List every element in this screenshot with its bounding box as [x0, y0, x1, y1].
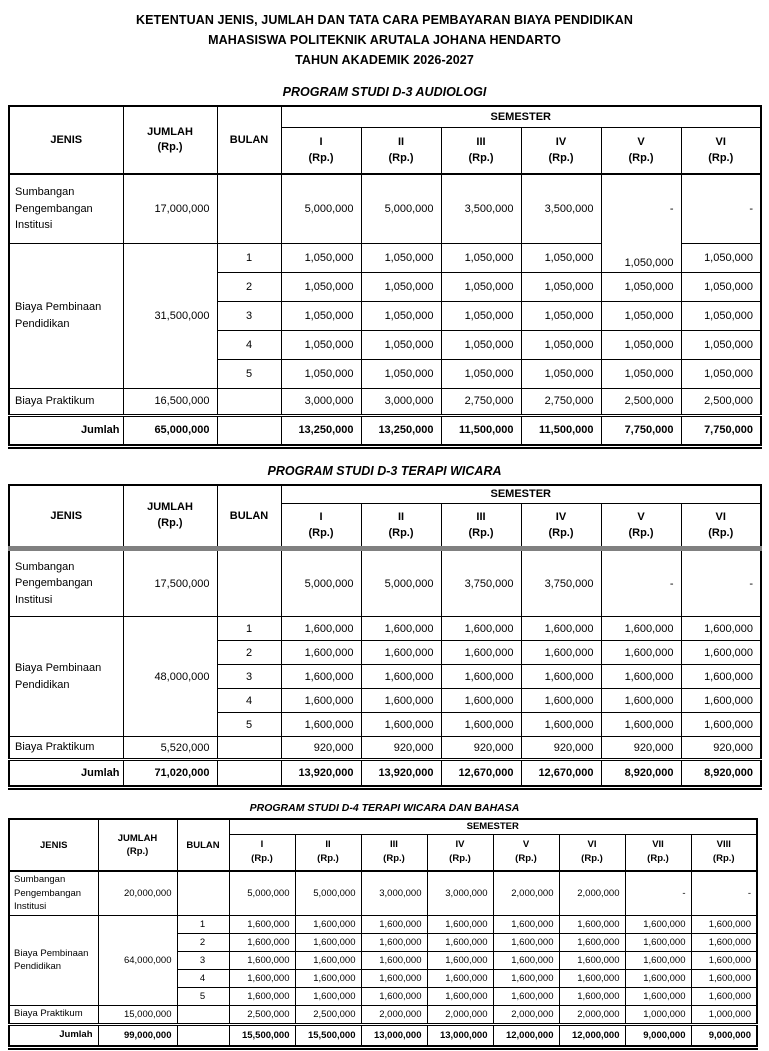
fee-cell: 1,600,000	[427, 915, 493, 933]
document-title-line1: KETENTUAN JENIS, JUMLAH DAN TATA CARA PEMBAYARAN BIAYA PENDIDIKAN	[135, 13, 634, 27]
total-fee-cell: 15,500,000	[229, 1024, 295, 1047]
fee-cell: 2,750,000	[441, 388, 521, 415]
fee-cell: 5,000,000	[229, 871, 295, 915]
fee-cell: 1,050,000	[681, 243, 761, 272]
fee-cell: 1,050,000	[361, 301, 441, 330]
fee-cell: 5,000,000	[295, 871, 361, 915]
jenis-cell: Biaya Pembinaan Pendidikan	[9, 617, 123, 737]
jenis-header: JENIS	[9, 106, 123, 174]
total-jumlah-cell: 99,000,000	[98, 1024, 177, 1047]
fee-cell: 1,600,000	[229, 933, 295, 951]
fee-cell: -	[601, 174, 681, 243]
total-fee-cell: 13,920,000	[281, 760, 361, 788]
fee-cell: 1,600,000	[681, 689, 761, 713]
fee-cell: 1,600,000	[601, 689, 681, 713]
semester-col-header	[625, 834, 691, 871]
fee-cell: 1,600,000	[295, 915, 361, 933]
fee-cell: 1,600,000	[441, 641, 521, 665]
fee-cell: 1,600,000	[559, 969, 625, 987]
bulan-header: BULAN	[177, 819, 229, 871]
fee-cell: 1,600,000	[427, 969, 493, 987]
semester-numeral: VI	[587, 839, 597, 850]
semester-numeral: IV	[555, 135, 567, 148]
bulan-cell-empty	[217, 415, 281, 446]
fee-cell: 1,050,000	[281, 359, 361, 388]
fee-cell: 1,050,000	[601, 301, 681, 330]
bulan-cell-empty	[217, 174, 281, 243]
jumlah-cell: 17,000,000	[123, 174, 217, 243]
fee-cell: 1,050,000	[681, 330, 761, 359]
semester-rp: (Rp.)	[449, 853, 471, 865]
fee-cell: 1,050,000	[281, 272, 361, 301]
fee-cell: 1,600,000	[625, 987, 691, 1005]
semester-numeral: V	[637, 135, 645, 148]
bulan-cell: 2	[177, 933, 229, 951]
semester-numeral: I	[319, 135, 323, 148]
total-fee-cell: 13,920,000	[361, 760, 441, 788]
total-fee-cell: 9,000,000	[625, 1024, 691, 1047]
bulan-cell-empty	[217, 388, 281, 415]
fee-cell: 1,600,000	[229, 915, 295, 933]
semester-col-header	[601, 504, 681, 549]
fee-cell: 1,600,000	[681, 617, 761, 641]
semester-rp: (Rp.)	[468, 152, 494, 165]
bulan-header: BULAN	[217, 485, 281, 549]
semester-col-header	[441, 127, 521, 174]
fee-cell: 1,050,000	[441, 330, 521, 359]
fee-cell: 920,000	[441, 737, 521, 760]
bulan-header: BULAN	[217, 106, 281, 174]
jenis-cell: Biaya Pembinaan Pendidikan	[9, 243, 123, 388]
bulan-cell: 2	[217, 272, 281, 301]
semester-col-header	[493, 834, 559, 871]
fee-cell: 920,000	[361, 737, 441, 760]
jumlah-header-text: JUMLAH	[147, 125, 193, 138]
total-fee-cell: 12,670,000	[521, 760, 601, 788]
semester-rp: (Rp.)	[548, 152, 574, 165]
bulan-cell-empty	[217, 737, 281, 760]
fee-cell: 1,600,000	[521, 617, 601, 641]
fee-cell: 1,600,000	[625, 933, 691, 951]
semester-col-header	[295, 834, 361, 871]
jumlah-cell: 64,000,000	[98, 915, 177, 1005]
fee-cell: 5,000,000	[361, 174, 441, 243]
total-fee-cell: 9,000,000	[691, 1024, 757, 1047]
total-fee-cell: 12,000,000	[559, 1024, 625, 1047]
fee-cell: 1,000,000	[625, 1005, 691, 1024]
fee-cell: 1,600,000	[521, 713, 601, 737]
bulan-cell: 3	[217, 301, 281, 330]
fee-cell: 920,000	[521, 737, 601, 760]
semester-numeral: VI	[715, 510, 726, 523]
fee-cell: 920,000	[601, 737, 681, 760]
bulan-cell-empty	[217, 760, 281, 788]
fee-cell: 2,750,000	[521, 388, 601, 415]
fee-cell: 1,050,000	[361, 272, 441, 301]
jumlah-cell: 5,520,000	[123, 737, 217, 760]
semester-rp: (Rp.)	[251, 853, 273, 865]
fee-cell: 1,600,000	[427, 987, 493, 1005]
fee-cell: 1,600,000	[229, 987, 295, 1005]
total-label-cell: Jumlah	[9, 760, 123, 788]
bulan-cell-empty	[217, 549, 281, 617]
fee-table-d3-audiologi	[8, 105, 762, 449]
fee-cell: 1,600,000	[691, 951, 757, 969]
semester-col-header	[361, 834, 427, 871]
bulan-cell: 1	[217, 243, 281, 272]
fee-cell: 1,600,000	[361, 933, 427, 951]
fee-cell: 1,050,000	[601, 330, 681, 359]
fee-cell: 1,050,000	[441, 243, 521, 272]
fee-cell: 2,000,000	[493, 871, 559, 915]
fee-cell: 3,000,000	[361, 871, 427, 915]
semester-numeral: I	[260, 839, 264, 850]
semester-col-header	[427, 834, 493, 871]
bulan-cell: 2	[217, 641, 281, 665]
fee-table-d3-terapi-wicara	[8, 484, 762, 791]
fee-cell: 1,600,000	[361, 915, 427, 933]
total-fee-cell: 13,250,000	[361, 415, 441, 446]
fee-cell: 1,600,000	[229, 951, 295, 969]
jumlah-cell: 15,000,000	[98, 1005, 177, 1024]
fee-cell: 1,600,000	[427, 933, 493, 951]
fee-cell: 1,600,000	[493, 951, 559, 969]
semester-rp: (Rp.)	[515, 853, 537, 865]
jumlah-header-rp: (Rp.)	[126, 846, 149, 857]
bulan-cell: 5	[177, 987, 229, 1005]
fee-cell: 2,500,000	[681, 388, 761, 415]
fee-cell: 1,600,000	[281, 641, 361, 665]
semester-numeral: III	[390, 839, 398, 850]
jumlah-cell: 31,500,000	[123, 243, 217, 388]
fee-cell: 1,600,000	[281, 713, 361, 737]
semester-col-header	[521, 127, 601, 174]
fee-cell: 1,600,000	[281, 689, 361, 713]
fee-cell: 1,600,000	[427, 951, 493, 969]
jenis-header: JENIS	[9, 819, 98, 871]
semester-col-header	[281, 504, 361, 549]
semester-numeral: II	[397, 135, 405, 148]
jumlah-header	[98, 819, 177, 871]
semester-col-header	[559, 834, 625, 871]
fee-cell: 1,050,000	[601, 272, 681, 301]
semester-header: SEMESTER	[281, 106, 761, 127]
fee-cell: -	[691, 871, 757, 915]
fee-cell: 2,000,000	[361, 1005, 427, 1024]
bulan-cell: 1	[217, 617, 281, 641]
semester-rp: (Rp.)	[628, 527, 654, 539]
total-fee-cell: 7,750,000	[681, 415, 761, 446]
semester-rp: (Rp.)	[388, 152, 414, 165]
jenis-cell: Sumbangan Pengembangan Institusi	[9, 549, 123, 617]
fee-cell: 1,600,000	[361, 689, 441, 713]
fee-cell: 1,600,000	[521, 641, 601, 665]
bulan-cell: 1	[177, 915, 229, 933]
jenis-cell: Biaya Praktikum	[9, 388, 123, 415]
table1-title: PROGRAM STUDI D-3 AUDIOLOGI	[282, 85, 487, 99]
total-fee-cell: 12,000,000	[493, 1024, 559, 1047]
total-fee-cell: 11,500,000	[521, 415, 601, 446]
fee-cell: 1,600,000	[361, 987, 427, 1005]
fee-cell: 1,050,000	[361, 243, 441, 272]
fee-cell: 1,600,000	[361, 617, 441, 641]
table2-title: PROGRAM STUDI D-3 TERAPI WICARA	[267, 463, 502, 478]
fee-cell: -	[601, 549, 681, 617]
fee-cell: 1,600,000	[601, 641, 681, 665]
fee-cell: 1,600,000	[361, 713, 441, 737]
semester-col-header	[229, 834, 295, 871]
total-fee-cell: 13,250,000	[281, 415, 361, 446]
total-fee-cell: 13,000,000	[427, 1024, 493, 1047]
fee-cell: 5,000,000	[281, 549, 361, 617]
jumlah-header	[123, 106, 217, 174]
fee-cell: 1,600,000	[493, 987, 559, 1005]
semester-numeral: III	[476, 510, 486, 523]
fee-cell: 1,600,000	[441, 713, 521, 737]
fee-cell: 1,050,000	[521, 301, 601, 330]
fee-cell: 1,600,000	[493, 933, 559, 951]
fee-cell: 1,600,000	[559, 915, 625, 933]
total-fee-cell: 11,500,000	[441, 415, 521, 446]
fee-cell: 1,600,000	[625, 951, 691, 969]
jumlah-header-rp: (Rp.)	[157, 141, 183, 153]
semester-rp: (Rp.)	[317, 853, 339, 865]
fee-cell: 2,000,000	[559, 871, 625, 915]
fee-cell: 1,600,000	[361, 641, 441, 665]
jumlah-cell: 16,500,000	[123, 388, 217, 415]
fee-cell: 3,500,000	[441, 174, 521, 243]
fee-cell: 1,600,000	[493, 969, 559, 987]
total-fee-cell: 7,750,000	[601, 415, 681, 446]
jenis-cell: Biaya Pembinaan Pendidikan	[9, 915, 98, 1005]
fee-cell: 1,050,000	[281, 330, 361, 359]
semester-col-header	[691, 834, 757, 871]
jenis-header: JENIS	[9, 485, 123, 549]
total-jumlah-cell: 71,020,000	[123, 760, 217, 788]
fee-cell: 2,000,000	[427, 1005, 493, 1024]
semester-rp: (Rp.)	[712, 853, 735, 865]
semester-numeral: VI	[715, 135, 726, 148]
fee-table-d4-terapi-wicara-dan-bahasa	[8, 818, 758, 1050]
bulan-cell-empty	[177, 1005, 229, 1024]
fee-cell: 1,050,000	[281, 243, 361, 272]
fee-cell: 1,600,000	[281, 617, 361, 641]
total-fee-cell: 8,920,000	[681, 760, 761, 788]
total-fee-cell: 12,670,000	[441, 760, 521, 788]
semester-numeral: VIII	[716, 839, 731, 850]
fee-cell: 2,000,000	[493, 1005, 559, 1024]
fee-cell: 1,600,000	[295, 987, 361, 1005]
semester-numeral: I	[319, 510, 323, 523]
jumlah-cell: 48,000,000	[123, 617, 217, 737]
semester-rp: (Rp.)	[708, 527, 734, 539]
document-title-line3: TAHUN AKADEMIK 2026-2027	[295, 53, 474, 67]
fee-cell: 1,050,000	[521, 243, 601, 272]
bulan-cell: 4	[177, 969, 229, 987]
bulan-cell: 5	[217, 713, 281, 737]
fee-cell: 1,600,000	[521, 689, 601, 713]
fee-cell: 1,600,000	[441, 665, 521, 689]
fee-cell: 1,600,000	[691, 933, 757, 951]
semester-col-header	[681, 127, 761, 174]
fee-cell: 2,000,000	[559, 1005, 625, 1024]
fee-cell: 3,000,000	[281, 388, 361, 415]
total-fee-cell: 15,500,000	[295, 1024, 361, 1047]
bulan-cell: 3	[177, 951, 229, 969]
bulan-cell-empty	[177, 871, 229, 915]
semester-numeral: VII	[652, 839, 664, 850]
fee-cell: 1,600,000	[361, 969, 427, 987]
fee-cell: 1,600,000	[681, 713, 761, 737]
jumlah-header	[123, 485, 217, 549]
fee-cell: 1,600,000	[691, 915, 757, 933]
fee-cell: 1,050,000	[601, 359, 681, 388]
fee-cell: 1,600,000	[691, 969, 757, 987]
fee-cell: 1,600,000	[441, 689, 521, 713]
fee-cell: -	[681, 549, 761, 617]
fee-cell: 1,050,000	[521, 359, 601, 388]
fee-cell: 5,000,000	[281, 174, 361, 243]
bulan-cell: 5	[217, 359, 281, 388]
fee-cell: 1,050,000	[441, 301, 521, 330]
semester-rp: (Rp.)	[308, 152, 334, 165]
semester-col-header	[601, 127, 681, 174]
semester-rp: (Rp.)	[308, 527, 334, 539]
jumlah-cell: 20,000,000	[98, 871, 177, 915]
semester-col-header	[281, 127, 361, 174]
fee-cell: 1,050,000	[441, 272, 521, 301]
total-fee-cell: 13,000,000	[361, 1024, 427, 1047]
jenis-cell: Biaya Praktikum	[9, 737, 123, 760]
semester-rp: (Rp.)	[548, 527, 574, 539]
semester-numeral: III	[476, 135, 486, 148]
fee-cell: 1,600,000	[361, 665, 441, 689]
semester-rp: (Rp.)	[468, 527, 494, 539]
bulan-cell: 3	[217, 665, 281, 689]
semester-numeral: IV	[555, 510, 567, 523]
fee-cell: 1,600,000	[601, 713, 681, 737]
semester-col-header	[441, 504, 521, 549]
jumlah-header-rp: (Rp.)	[157, 516, 183, 529]
fee-cell: 1,050,000	[601, 243, 681, 272]
fee-cell: 1,050,000	[521, 330, 601, 359]
fee-cell: 1,600,000	[559, 951, 625, 969]
fee-cell: 5,000,000	[361, 549, 441, 617]
fee-cell: 2,500,000	[601, 388, 681, 415]
fee-cell: 1,600,000	[493, 915, 559, 933]
fee-cell: 1,600,000	[521, 665, 601, 689]
fee-cell: 1,050,000	[681, 301, 761, 330]
total-jumlah-cell: 65,000,000	[123, 415, 217, 446]
bulan-cell: 4	[217, 330, 281, 359]
fee-cell: 1,600,000	[361, 951, 427, 969]
semester-col-header	[361, 504, 441, 549]
semester-numeral: V	[637, 510, 645, 523]
fee-cell: 1,050,000	[521, 272, 601, 301]
fee-cell: 1,600,000	[295, 969, 361, 987]
semester-rp: (Rp.)	[628, 152, 654, 165]
jumlah-header-text: JUMLAH	[117, 832, 158, 844]
jenis-cell: Sumbangan Pengembangan Institusi	[9, 174, 123, 243]
jenis-cell: Sumbangan Pengembangan Institusi	[9, 871, 98, 915]
fee-cell: 1,600,000	[441, 617, 521, 641]
fee-cell: 1,050,000	[281, 301, 361, 330]
fee-cell: 1,600,000	[625, 915, 691, 933]
fee-cell: 1,600,000	[691, 987, 757, 1005]
jenis-cell: Biaya Praktikum	[9, 1005, 98, 1024]
fee-cell: 1,600,000	[681, 641, 761, 665]
fee-cell: 1,600,000	[681, 665, 761, 689]
total-label-cell: Jumlah	[9, 1024, 98, 1047]
bulan-cell: 4	[217, 689, 281, 713]
document-title	[0, 10, 769, 70]
fee-cell: 1,600,000	[559, 987, 625, 1005]
semester-numeral: IV	[455, 839, 465, 850]
fee-cell: -	[681, 174, 761, 243]
total-fee-cell: 8,920,000	[601, 760, 681, 788]
table3-title: PROGRAM STUDI D-4 TERAPI WICARA DAN BAHASA	[249, 802, 520, 814]
fee-cell: -	[625, 871, 691, 915]
semester-col-header	[521, 504, 601, 549]
semester-header: SEMESTER	[281, 485, 761, 504]
fee-cell: 1,600,000	[281, 665, 361, 689]
fee-cell: 3,500,000	[521, 174, 601, 243]
fee-cell: 3,000,000	[361, 388, 441, 415]
fee-cell: 1,050,000	[681, 359, 761, 388]
jumlah-header-text: JUMLAH	[147, 501, 193, 514]
fee-cell: 1,600,000	[601, 617, 681, 641]
fee-cell: 1,600,000	[601, 665, 681, 689]
fee-cell: 1,050,000	[681, 272, 761, 301]
fee-cell: 2,500,000	[229, 1005, 295, 1024]
semester-rp: (Rp.)	[388, 527, 414, 539]
semester-header: SEMESTER	[229, 819, 757, 834]
semester-rp: (Rp.)	[708, 152, 734, 165]
fee-cell: 3,000,000	[427, 871, 493, 915]
fee-cell: 1,000,000	[691, 1005, 757, 1024]
document-title-line2: MAHASISWA POLITEKNIK ARUTALA JOHANA HENDARTO	[208, 33, 561, 47]
fee-cell: 2,500,000	[295, 1005, 361, 1024]
fee-cell: 1,600,000	[295, 951, 361, 969]
fee-cell: 920,000	[681, 737, 761, 760]
semester-rp: (Rp.)	[581, 853, 603, 865]
fee-cell: 1,050,000	[441, 359, 521, 388]
fee-cell: 1,600,000	[229, 969, 295, 987]
fee-cell: 1,600,000	[625, 969, 691, 987]
semester-numeral: II	[397, 510, 405, 523]
semester-numeral: V	[522, 839, 530, 850]
fee-cell: 1,050,000	[361, 359, 441, 388]
bulan-cell-empty	[177, 1024, 229, 1047]
fee-cell: 1,050,000	[361, 330, 441, 359]
fee-cell: 1,600,000	[295, 933, 361, 951]
semester-col-header	[361, 127, 441, 174]
fee-cell: 920,000	[281, 737, 361, 760]
fee-cell: 3,750,000	[441, 549, 521, 617]
total-label-cell: Jumlah	[9, 415, 123, 446]
fee-cell: 1,600,000	[559, 933, 625, 951]
fee-cell: 3,750,000	[521, 549, 601, 617]
jumlah-cell: 17,500,000	[123, 549, 217, 617]
semester-numeral: II	[325, 839, 331, 850]
semester-rp: (Rp.)	[383, 853, 405, 865]
semester-col-header	[681, 504, 761, 549]
semester-rp: (Rp.)	[647, 853, 669, 865]
